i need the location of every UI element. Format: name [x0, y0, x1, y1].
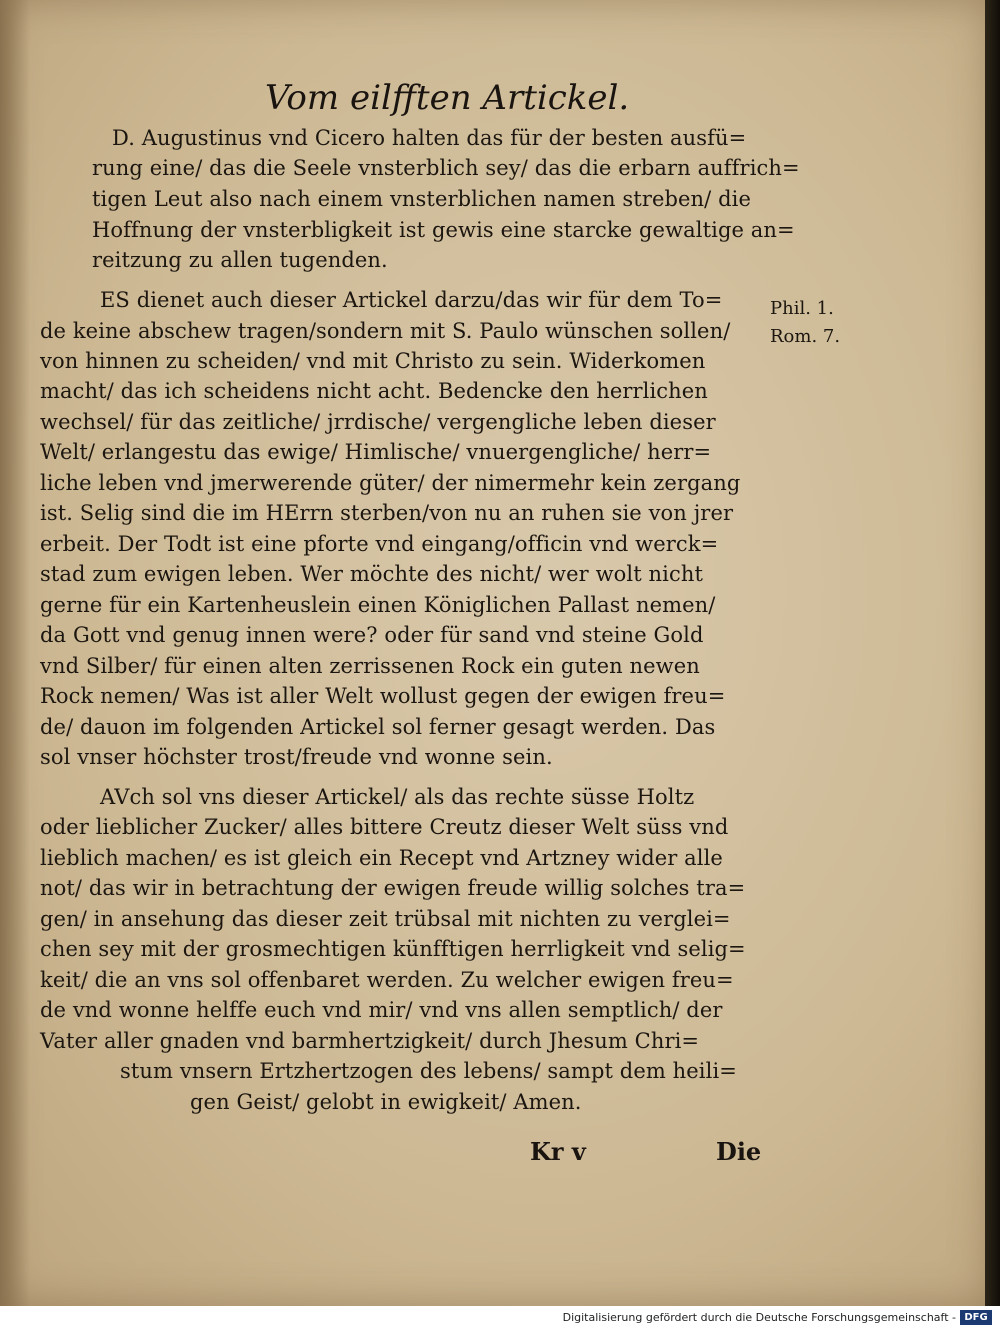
margin-note-rom: Rom. 7.: [770, 326, 841, 347]
page-edge: [985, 0, 1000, 1306]
text-line: de/ dauon im folgenden Artickel sol ferner gesagt werden. Das: [40, 715, 716, 739]
text-line: AVch sol vns dieser Artickel/ als das rechte süsse Holtz: [100, 785, 695, 809]
credit-bar: [0, 1306, 1000, 1330]
text-line: ES dienet auch dieser Artickel darzu/das wir für dem To=: [100, 288, 723, 312]
text-line: erbeit. Der Todt ist eine pforte vnd eingang/officin vnd werck=: [40, 532, 719, 556]
text-line: Hoffnung der vnsterbligkeit ist gewis eine starcke gewaltige an=: [92, 218, 795, 242]
text-line: gen Geist/ gelobt in ewigkeit/ Amen.: [190, 1090, 582, 1114]
text-line: stad zum ewigen leben. Wer möchte des nicht/ wer wolt nicht: [40, 562, 703, 586]
text-line: not/ das wir in betrachtung der ewigen freude willig solches tra=: [40, 876, 746, 900]
text-line: de vnd wonne helffe euch vnd mir/ vnd vns allen semptlich/ der: [40, 998, 723, 1022]
margin-note-phil: Phil. 1.: [770, 298, 834, 319]
text-line: da Gott vnd genug innen were? oder für sand vnd steine Gold: [40, 623, 704, 647]
text-line: keit/ die an vns sol offenbaret werden. Zu welcher ewigen freu=: [40, 968, 734, 992]
text-line: von hinnen zu scheiden/ vnd mit Christo zu sein. Widerkomen: [40, 349, 706, 373]
text-line: gerne für ein Kartenheuslein einen Königlichen Pallast nemen/: [40, 593, 716, 617]
credit-text: Digitalisierung gefördert durch die Deutsche Forschungsgemeinschaft -: [562, 1311, 956, 1324]
text-line: vnd Silber/ für einen alten zerrissenen Rock ein guten newen: [40, 654, 700, 678]
text-line: liche leben vnd jmerwerende güter/ der nimermehr kein zergang: [40, 471, 741, 495]
text-line: de keine abschew tragen/sondern mit S. Paulo wünschen sollen/: [40, 319, 731, 343]
text-line: oder lieblicher Zucker/ alles bittere Creutz dieser Welt süss vnd: [40, 815, 729, 839]
text-line: Welt/ erlangestu das ewige/ Himlische/ vnuergengliche/ herr=: [40, 440, 712, 464]
dfg-logo-icon: DFG: [960, 1310, 992, 1325]
text-line: tigen Leut also nach einem vnsterblichen namen streben/ die: [92, 187, 752, 211]
text-line: rung eine/ das die Seele vnsterblich sey/ das die erbarn auffrich=: [92, 156, 800, 180]
text-line: wechsel/ für das zeitliche/ jrrdische/ vergengliche leben dieser: [40, 410, 716, 434]
text-line: reitzung zu allen tugenden.: [92, 248, 388, 272]
page-gutter: [0, 0, 30, 1306]
text-line: chen sey mit der grosmechtigen künfftigen herrligkeit vnd selig=: [40, 937, 746, 961]
text-line: gen/ in ansehung das dieser zeit trübsal mit nichten zu verglei=: [40, 907, 731, 931]
text-line: sol vnser höchster trost/freude vnd wonne sein.: [40, 745, 553, 769]
text-line: stum vnsern Ertzhertzogen des lebens/ sampt dem heili=: [120, 1059, 737, 1083]
catchword: Die: [716, 1137, 762, 1166]
signature-mark: Kr v: [530, 1137, 586, 1166]
text-line: Vater aller gnaden vnd barmhertzigkeit/ durch Jhesum Chri=: [40, 1029, 700, 1053]
text-line: macht/ das ich scheidens nicht acht. Bedencke den herrlichen: [40, 379, 708, 403]
text-line: Rock nemen/ Was ist aller Welt wollust gegen der ewigen freu=: [40, 684, 726, 708]
page-heading: Vom eilfften Artickel.: [265, 78, 630, 118]
text-line: ist. Selig sind die im HErrn sterben/von nu an ruhen sie von jrer: [40, 501, 734, 525]
text-line: D. Augustinus vnd Cicero halten das für der besten ausfü=: [112, 126, 747, 150]
text-line: lieblich machen/ es ist gleich ein Recept vnd Artzney wider alle: [40, 846, 723, 870]
